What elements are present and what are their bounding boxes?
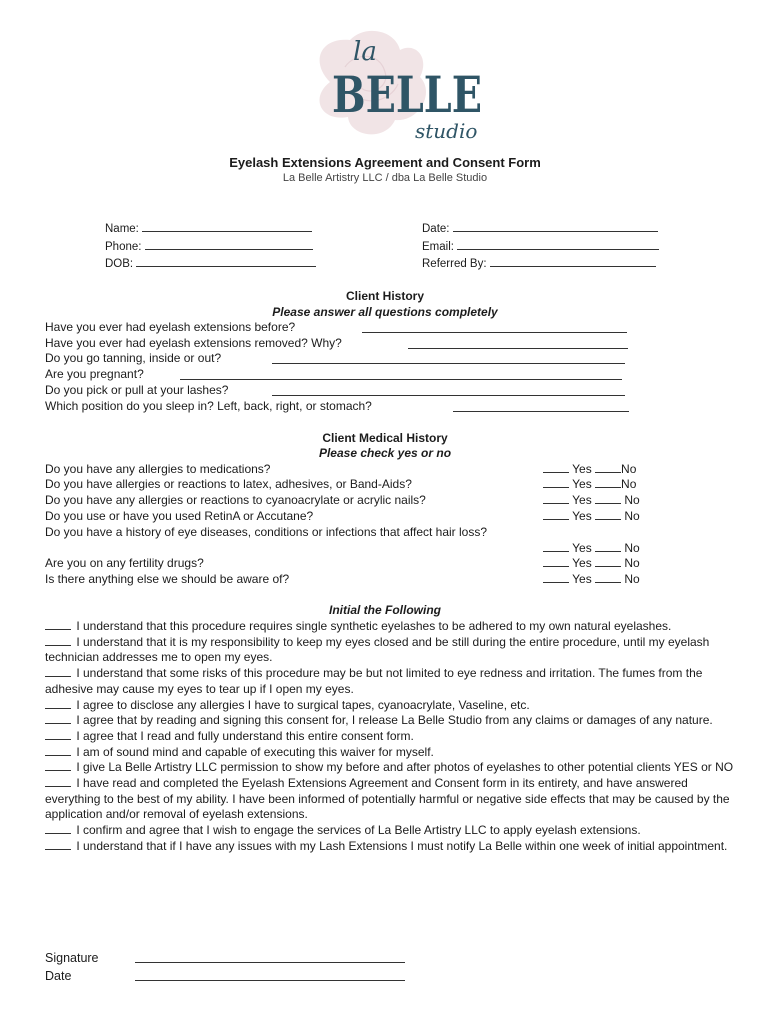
referred-label: Referred By: xyxy=(422,258,487,270)
initial-text: I agree that I read and fully understand this entire consent form. xyxy=(76,728,414,743)
phone-field[interactable] xyxy=(145,239,313,250)
client-history-heading: Client History xyxy=(345,289,424,303)
dob-field[interactable] xyxy=(136,256,316,267)
dob-row xyxy=(105,256,316,274)
history-question: Are you pregnant? xyxy=(45,367,144,381)
yes-no-choice[interactable] xyxy=(543,462,636,476)
no-blank[interactable] xyxy=(595,542,621,552)
history-answer-line[interactable] xyxy=(408,348,628,349)
initial-item xyxy=(45,698,735,714)
client-info-right xyxy=(422,221,659,274)
initial-text: I confirm and agree that I wish to engage the services of La Belle Artistry LLC to apply eyelash extensions. xyxy=(76,823,641,838)
initial-blank[interactable] xyxy=(45,667,71,677)
history-answer-line[interactable] xyxy=(453,411,629,412)
yes-label: Yes xyxy=(572,541,592,555)
yes-no-choice[interactable] xyxy=(543,572,640,586)
yes-blank[interactable] xyxy=(543,478,569,488)
phone-label: Phone: xyxy=(105,240,142,253)
initial-text: I am of sound mind and capable of executing this waiver for myself. xyxy=(76,744,434,759)
sign-date-line[interactable] xyxy=(135,980,405,981)
yes-no-choice[interactable] xyxy=(543,509,640,523)
email-label: Email: xyxy=(422,240,454,253)
initial-blank[interactable] xyxy=(45,840,71,850)
dob-label: DOB: xyxy=(105,258,134,270)
no-blank[interactable] xyxy=(595,557,621,567)
initial-item xyxy=(45,729,735,745)
sign-date-label: Date xyxy=(45,969,72,983)
history-answer-line[interactable] xyxy=(272,363,625,364)
history-question: Which position do you sleep in? Left, back, right, or stomach? xyxy=(45,399,372,413)
initial-item xyxy=(45,666,735,697)
date-field[interactable] xyxy=(453,221,658,232)
la-belle-studio-logo xyxy=(290,22,510,150)
yes-blank[interactable] xyxy=(543,573,569,583)
initial-text: I give La Belle Artistry LLC permission to show my before and after photos of eyelashes to other potential clients YES or NO xyxy=(76,760,734,775)
no-blank[interactable] xyxy=(595,463,621,473)
initial-blank[interactable] xyxy=(45,824,71,834)
initial-text: I understand that if I have any issues with my Lash Extensions I must notify La Belle within one week of initial appointment. xyxy=(76,838,728,853)
initial-text: I agree that by reading and signing this consent for, I release La Belle Studio from any claims or damages of any nature. xyxy=(76,713,713,728)
no-label: No xyxy=(624,541,640,555)
medical-question: Is there anything else we should be aware of? xyxy=(45,572,290,586)
initial-item xyxy=(45,839,735,855)
history-answer-line[interactable] xyxy=(362,332,627,333)
initial-blank[interactable] xyxy=(45,620,71,630)
signature-row xyxy=(45,951,99,965)
yes-no-choice[interactable] xyxy=(543,556,640,570)
yes-blank[interactable] xyxy=(543,542,569,552)
medical-question: Do you use or have you used RetinA or Accutane? xyxy=(45,509,314,523)
initial-text: I agree to disclose any allergies I have to surgical tapes, cyanoacrylate, Vaseline, etc. xyxy=(76,697,530,712)
yes-label: Yes xyxy=(572,462,592,476)
initial-blank[interactable] xyxy=(45,761,71,771)
initial-text: I have read and completed the Eyelash Extensions Agreement and Consent form in its entirety, and have answered everything to the best of my ability. I have been informed of potentially harmful or negative side effects that may be caused by the application and/or removal of eyelash extensions. xyxy=(45,776,730,822)
date-label: Date: xyxy=(422,223,450,235)
yes-label: Yes xyxy=(572,493,592,507)
history-answer-line[interactable] xyxy=(272,395,625,396)
no-blank[interactable] xyxy=(595,478,621,488)
initial-item xyxy=(45,776,735,823)
history-answer-line[interactable] xyxy=(180,379,622,380)
initial-item xyxy=(45,713,735,729)
initial-item xyxy=(45,635,735,666)
no-label: No xyxy=(621,462,637,476)
initial-text: I understand that it is my responsibility to keep my eyes closed and be still during the entire procedure, until my eyelash technician addresses me to open my eyes. xyxy=(45,634,710,665)
signature-label: Signature xyxy=(45,951,99,965)
form-subtitle: La Belle Artistry LLC / dba La Belle Studio xyxy=(282,172,488,184)
name-row xyxy=(105,221,316,239)
yes-label: Yes xyxy=(572,509,592,523)
no-blank[interactable] xyxy=(595,510,621,520)
yes-no-choice[interactable] xyxy=(543,541,640,555)
no-blank[interactable] xyxy=(595,494,621,504)
email-row xyxy=(422,239,659,257)
history-question: Have you ever had eyelash extensions removed? Why? xyxy=(45,336,342,350)
initial-item xyxy=(45,760,735,776)
initial-text: I understand that this procedure requires single synthetic eyelashes to be adhered to my own natural eyelashes. xyxy=(76,619,672,633)
yes-label: Yes xyxy=(572,556,592,570)
referred-row xyxy=(422,256,659,274)
no-label: No xyxy=(624,493,640,507)
logo-belle-text: BELLE xyxy=(332,65,482,124)
history-question: Do you pick or pull at your lashes? xyxy=(45,383,229,397)
medical-question: Do you have allergies or reactions to latex, adhesives, or Band-Aids? xyxy=(45,477,412,491)
initial-blank[interactable] xyxy=(45,699,71,709)
yes-blank[interactable] xyxy=(543,494,569,504)
logo-la-text: la xyxy=(353,37,377,67)
no-blank[interactable] xyxy=(595,573,621,583)
medical-question: Do you have any allergies to medications? xyxy=(45,462,271,476)
yes-label: Yes xyxy=(572,477,592,491)
history-question: Do you go tanning, inside or out? xyxy=(45,351,222,365)
name-field[interactable] xyxy=(142,221,312,232)
medical-question: Do you have any allergies or reactions to cyanoacrylate or acrylic nails? xyxy=(45,493,426,507)
date-sign-row xyxy=(45,969,71,983)
referred-field[interactable] xyxy=(490,256,656,267)
medical-history-heading: Client Medical History xyxy=(322,431,448,445)
medical-question: Are you on any fertility drugs? xyxy=(45,556,204,570)
no-label: No xyxy=(624,556,640,570)
initial-text: I understand that some risks of this procedure may be but not limited to eye redness and irritation. The fumes from the adhesive may cause my eyes to tear up if I open my eyes. xyxy=(45,666,703,696)
history-question: Have you ever had eyelash extensions before? xyxy=(45,320,296,334)
yes-no-choice[interactable] xyxy=(543,493,640,507)
initial-blank[interactable] xyxy=(45,777,71,787)
phone-row xyxy=(105,239,316,257)
medical-question: Do you have a history of eye diseases, conditions or infections that affect hair loss? xyxy=(45,525,488,539)
medical-history-instruction: Please check yes or no xyxy=(318,446,452,460)
yes-no-choice[interactable] xyxy=(543,477,636,491)
initial-blank[interactable] xyxy=(45,730,71,740)
initial-item xyxy=(45,619,735,635)
initial-blank[interactable] xyxy=(45,714,71,724)
client-history-instruction: Please answer all questions completely xyxy=(272,305,498,319)
initials-list xyxy=(45,619,735,855)
email-field[interactable] xyxy=(457,239,659,250)
yes-label: Yes xyxy=(572,572,592,586)
initials-heading: Initial the Following xyxy=(329,603,441,617)
date-row xyxy=(422,221,659,239)
yes-blank[interactable] xyxy=(543,510,569,520)
initial-item xyxy=(45,745,735,761)
client-info-left xyxy=(105,221,316,274)
initial-blank[interactable] xyxy=(45,636,71,646)
no-label: No xyxy=(621,477,637,491)
signature-line[interactable] xyxy=(135,962,405,963)
yes-blank[interactable] xyxy=(543,557,569,567)
yes-blank[interactable] xyxy=(543,463,569,473)
name-label: Name: xyxy=(105,223,139,235)
logo-studio-text: studio xyxy=(415,119,478,143)
no-label: No xyxy=(624,572,640,586)
form-title: Eyelash Extensions Agreement and Consent Form xyxy=(229,155,541,170)
initial-item xyxy=(45,823,735,839)
no-label: No xyxy=(624,509,640,523)
initial-blank[interactable] xyxy=(45,746,71,756)
